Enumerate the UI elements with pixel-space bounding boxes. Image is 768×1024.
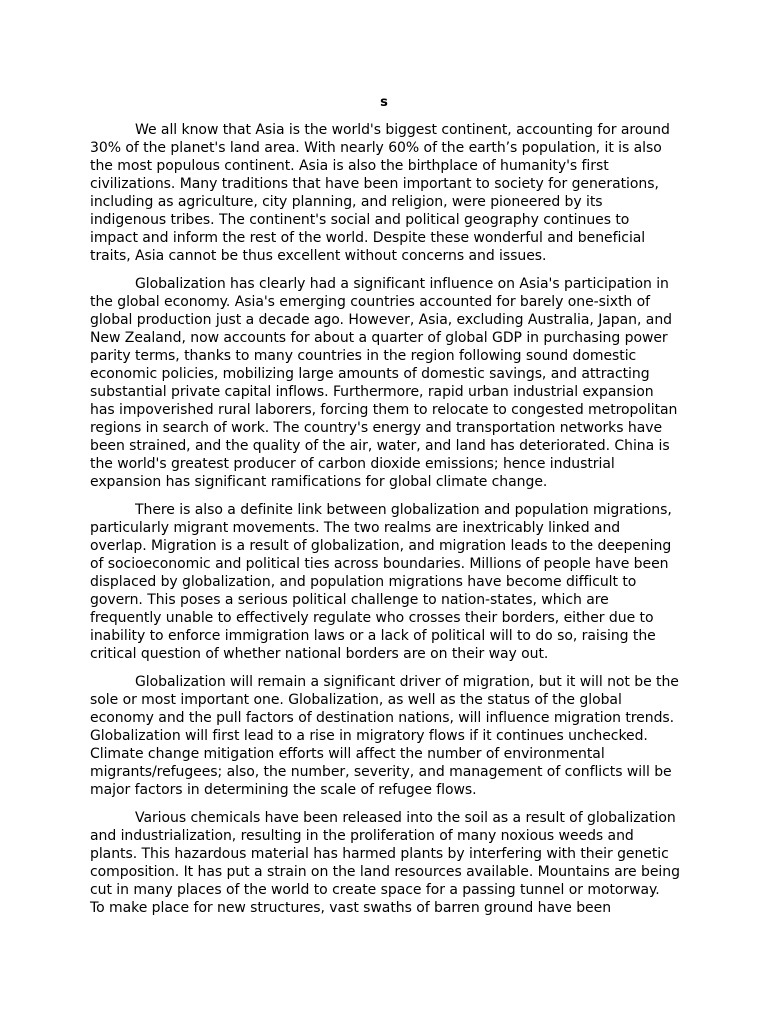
text-line: the global economy. Asia's emerging countries accounted for barely one-sixth of — [90, 294, 651, 310]
text-line: Globalization will remain a significant driver of migration, but it will not be the — [135, 674, 679, 690]
text-line: Climate change mitigation efforts will affect the number of environmental — [90, 746, 605, 762]
text-line: the most populous continent. Asia is also the birthplace of humanity's first — [90, 158, 609, 174]
text-line: of socioeconomic and political ties across boundaries. Millions of people have been — [90, 556, 669, 572]
text-line: We all know that Asia is the world's biggest continent, accounting for around — [135, 122, 670, 138]
paragraph-5 — [90, 809, 678, 917]
paragraph-2 — [90, 275, 678, 491]
text-line: civilizations. Many traditions that have been important to society for generations, — [90, 176, 659, 192]
text-line: regions in search of work. The country's energy and transportation networks have — [90, 420, 663, 436]
text-line: displaced by globalization, and population migrations have become difficult to — [90, 574, 637, 590]
text-line: impact and inform the rest of the world. Despite these wonderful and beneficial — [90, 230, 646, 246]
text-line: been strained, and the quality of the air, water, and land has deteriorated. China is — [90, 438, 670, 454]
text-line: global production just a decade ago. However, Asia, excluding Australia, Japan, and — [90, 312, 672, 328]
text-line: Various chemicals have been released into the soil as a result of globalization — [135, 810, 676, 826]
text-line: New Zealand, now accounts for about a quarter of global GDP in purchasing power — [90, 330, 668, 346]
text-line: including as agriculture, city planning, and religion, were pioneered by its — [90, 194, 603, 210]
text-line: frequently unable to effectively regulate who crosses their borders, either due to — [90, 610, 654, 626]
text-line: particularly migrant movements. The two realms are inextricably linked and — [90, 520, 621, 536]
text-line: Globalization has clearly had a significant influence on Asia's participation in — [135, 276, 669, 292]
text-line: traits, Asia cannot be thus excellent without concerns and issues. — [90, 248, 547, 264]
text-line: Globalization will first lead to a rise in migratory flows if it continues unchecked. — [90, 728, 648, 744]
paragraph-3 — [90, 501, 678, 663]
text-line: overlap. Migration is a result of globalization, and migration leads to the deepening — [90, 538, 672, 554]
text-line: inability to enforce immigration laws or a lack of political will to do so, raising the — [90, 628, 656, 644]
text-line: economic policies, mobilizing large amounts of domestic savings, and attracting — [90, 366, 650, 382]
document-body — [90, 121, 678, 927]
document-title: s — [380, 95, 388, 110]
paragraph-1 — [90, 121, 678, 265]
text-line: and industrialization, resulting in the proliferation of many noxious weeds and — [90, 828, 634, 844]
text-line: To make place for new structures, vast swaths of barren ground have been — [90, 900, 612, 916]
text-line: There is also a definite link between globalization and population migrations, — [135, 502, 672, 518]
text-line: sole or most important one. Globalization, as well as the status of the global — [90, 692, 622, 708]
text-line: plants. This hazardous material has harmed plants by interfering with their genetic — [90, 846, 669, 862]
text-line: critical question of whether national borders are on their way out. — [90, 646, 549, 662]
text-line: the world's greatest producer of carbon dioxide emissions; hence industrial — [90, 456, 615, 472]
text-line: economy and the pull factors of destination nations, will influence migration trends. — [90, 710, 675, 726]
paragraph-4 — [90, 673, 678, 799]
text-line: cut in many places of the world to create space for a passing tunnel or motorway. — [90, 882, 660, 898]
text-line: govern. This poses a serious political challenge to nation-states, which are — [90, 592, 609, 608]
text-line: 30% of the planet's land area. With nearly 60% of the earth’s population, it is also — [90, 140, 662, 156]
text-line: substantial private capital inflows. Furthermore, rapid urban industrial expansion — [90, 384, 654, 400]
text-line: indigenous tribes. The continent's social and political geography continues to — [90, 212, 630, 228]
text-line: major factors in determining the scale of refugee flows. — [90, 782, 477, 798]
text-line: parity terms, thanks to many countries in the region following sound domestic — [90, 348, 637, 364]
text-line: has impoverished rural laborers, forcing them to relocate to congested metropolitan — [90, 402, 678, 418]
text-line: expansion has significant ramifications for global climate change. — [90, 474, 548, 490]
text-line: composition. It has put a strain on the land resources available. Mountains are being — [90, 864, 680, 880]
text-line: migrants/refugees; also, the number, severity, and management of conflicts will be — [90, 764, 672, 780]
